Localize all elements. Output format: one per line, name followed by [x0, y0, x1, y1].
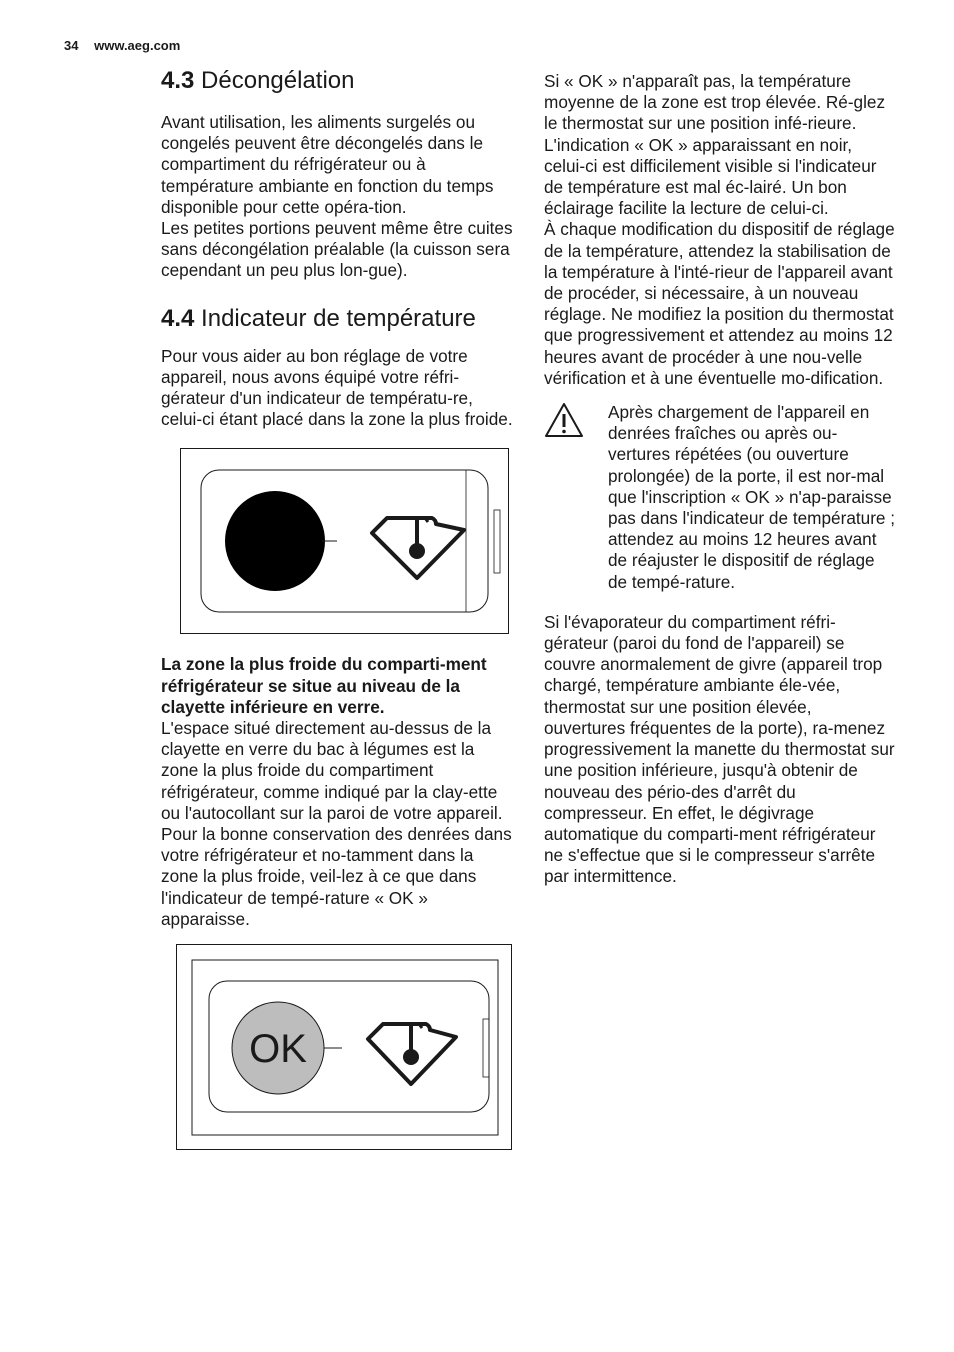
- thermometer-drop-icon: [372, 517, 464, 578]
- section-title: Décongélation: [201, 67, 355, 94]
- right-column: [544, 71, 896, 888]
- right-paragraph-2: À chaque modification du dispositif de réglage de la température, attendez la stabilisation de la température à l'inté-rieur de l'appareil avant de procéder, si nécessaire, à un nouveau réglage. Ne modifiez la position du thermostat que progressivement et attendez au moins 12 heures avant de procéder à une nou-velle vérification et à une éventuelle mo-dification.: [544, 219, 895, 388]
- indicator-bold-paragraph: La zone la plus froide du comparti-ment réfrigérateur se situe au niveau de la clayette inférieure en verre.: [161, 654, 487, 717]
- warning-text: Après chargement de l'appareil en denrées fraîches ou après ou-vertures répétées (ou ouverture prolongée) de la porte, il est nor-mal que l'inscription « OK » n'ap-paraisse pas dans l'indicateur de température ; attendez au moins 12 heures avant de réajuster le dispositif de réglage de tempé-rature.: [608, 402, 896, 592]
- indicator-ok-drawing: [176, 944, 512, 1150]
- section-heading-defrost: [161, 66, 513, 96]
- left-column: [161, 66, 513, 1150]
- thermometer-drop-icon: [368, 1023, 456, 1084]
- warning-triangle-icon: [544, 402, 584, 438]
- indicator-figure-dark: [180, 448, 509, 634]
- indicator-dark-circle: [225, 491, 325, 591]
- right-paragraph-3: Si l'évaporateur du compartiment réfri-gérateur (paroi du fond de l'appareil) se couvre anormalement de givre (appareil trop chargé, température ambiante éle-vée, thermostat sur une position élevée, ouvertures fréquentes de la porte), ra-menez progressivement la manette du thermostat sur une position inférieure, jusqu'à obtenir de nouveau des pério-des d'arrêt du compresseur. En effet, le dégivrage automatique du comparti-ment réfrigérateur ne s'effectue que si le compresseur s'arrête par intermittence.: [544, 611, 895, 887]
- section-heading-indicator: [161, 304, 513, 334]
- right-paragraph-1: Si « OK » n'apparaît pas, la température moyenne de la zone est trop élevée. Ré-glez le thermostat sur une position infé-rieure. L'indication « OK » apparaissant en noir, celui-ci est difficilement visible si l'indicateur de température est mal éc-lairé. Un bon éclairage facilite la lecture de celui-ci.: [544, 71, 886, 219]
- indicator-dark-drawing: [180, 448, 509, 634]
- warning-block: [544, 402, 896, 593]
- indicator-paragraph-1: Pour vous aider au bon réglage de votre appareil, nous avons équipé votre réfri-gérateur d'un indicateur de températu-re, celui-ci étant placé dans la zone la plus froide.: [161, 345, 513, 430]
- indicator-paragraph-2: L'espace situé directement au-dessus de la clayette en verre du bac à légumes est la zone la plus froide du compartiment réfrigérateur, comme indiqué par la clay-ette ou l'autocollant sur la paroi de votre appareil. Pour la bonne conservation des denrées dans votre réfrigérateur et no-tamment dans la zone la plus froide, veil-lez à ce que dans l'indicateur de tempé-rature « OK » apparaisse.: [161, 718, 512, 929]
- defrost-paragraph-1: Avant utilisation, les aliments surgelés ou congelés peuvent être décongelés dans le compartiment du réfrigérateur ou à température ambiante en fonction du temps disponible pour cette opéra-tion.: [161, 112, 494, 217]
- section-number: 4.3: [161, 67, 195, 94]
- site-url: www.aeg.com: [94, 38, 181, 53]
- section-title: Indicateur de température: [201, 304, 476, 332]
- page-header: [64, 38, 180, 53]
- indicator-ok-label: OK: [249, 1027, 307, 1072]
- indicator-figure-ok: [176, 944, 512, 1150]
- page-number: 34: [64, 38, 79, 53]
- section-number: 4.4: [161, 304, 195, 332]
- defrost-paragraph-2: Les petites portions peuvent même être cuites sans décongélation préalable (la cuisson sera cependant un peu plus lon-gue).: [161, 218, 513, 281]
